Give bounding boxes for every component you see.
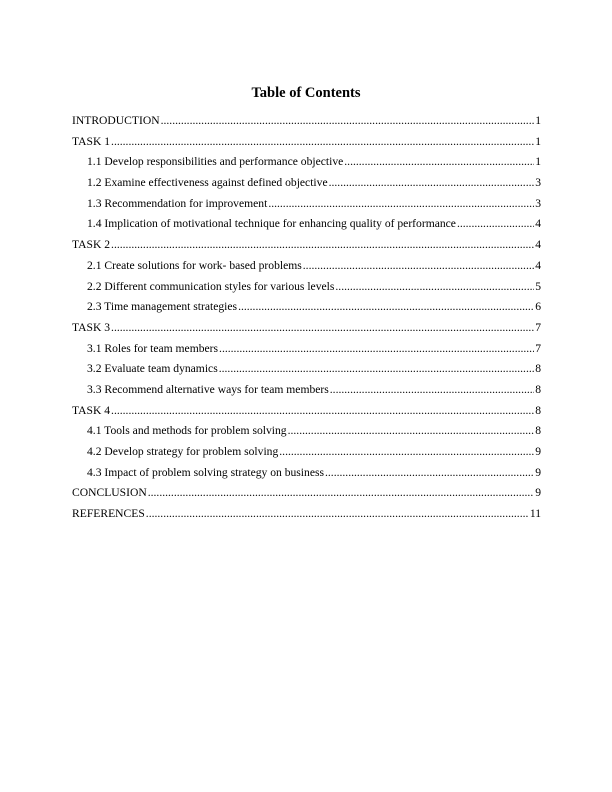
toc-page-number: 8 xyxy=(535,424,541,438)
toc-page-number: 6 xyxy=(535,300,541,314)
toc-page-number: 3 xyxy=(535,176,541,190)
toc-list xyxy=(72,111,541,525)
toc-entry-3-1[interactable] xyxy=(72,339,541,360)
toc-entry-2-2[interactable] xyxy=(72,277,541,298)
toc-entry-text: 2.3 Time management strategies xyxy=(87,300,238,314)
toc-dot-leader xyxy=(303,256,534,277)
toc-entry-text: 4.1 Tools and methods for problem solving xyxy=(87,424,287,438)
toc-dot-leader xyxy=(161,111,535,132)
toc-dot-leader xyxy=(329,173,535,194)
toc-page-number: 8 xyxy=(535,382,541,396)
toc-entry-text: 4.2 Develop strategy for problem solving xyxy=(87,445,279,458)
toc-dot-leader xyxy=(111,318,534,339)
toc-page-number: 9 xyxy=(535,445,541,458)
toc-entry-2-3[interactable] xyxy=(72,297,541,318)
toc-page-number: 8 xyxy=(535,362,541,376)
toc-dot-leader xyxy=(219,339,534,360)
toc-dot-leader xyxy=(288,421,535,442)
toc-entry-task-4[interactable] xyxy=(72,401,541,422)
toc-entry-task-3[interactable] xyxy=(72,318,541,339)
toc-entry-references[interactable] xyxy=(72,504,541,525)
toc-entry-text: 3.1 Roles for team members xyxy=(87,341,219,355)
toc-entry-text: TASK 2 xyxy=(72,238,111,252)
toc-entry-text: 4.3 Impact of problem solving strategy on business xyxy=(87,465,324,479)
toc-page-number: 1 xyxy=(535,114,541,127)
toc-entry-4-2[interactable] xyxy=(72,442,541,463)
toc-dot-leader xyxy=(111,401,534,422)
toc-entry-3-2[interactable] xyxy=(72,359,541,380)
toc-page-number: 8 xyxy=(535,403,541,417)
toc-page-number: 1 xyxy=(535,155,541,169)
toc-entry-text: 1.2 Examine effectiveness against defined objective xyxy=(87,176,328,190)
toc-dot-leader xyxy=(330,380,534,401)
toc-entry-text: 2.2 Different communication styles for various levels xyxy=(87,279,335,293)
toc-entry-text: 1.3 Recommendation for improvement xyxy=(87,196,268,210)
toc-entry-text: 3.2 Evaluate team dynamics xyxy=(87,362,218,376)
toc-entry-2-1[interactable] xyxy=(72,256,541,277)
toc-page-number: 9 xyxy=(535,465,541,479)
toc-dot-leader xyxy=(146,504,529,525)
toc-dot-leader xyxy=(335,277,534,298)
toc-dot-leader xyxy=(148,483,534,504)
toc-dot-leader xyxy=(344,152,534,173)
toc-dot-leader xyxy=(111,132,534,153)
toc-entry-text: 1.4 Implication of motivational technique for enhancing quality of performance xyxy=(87,217,456,231)
toc-page-number: 4 xyxy=(535,258,541,272)
toc-dot-leader xyxy=(219,359,534,380)
toc-entry-1-2[interactable] xyxy=(72,173,541,194)
toc-entry-text: TASK 1 xyxy=(72,134,111,148)
toc-entry-1-1[interactable] xyxy=(72,152,541,173)
toc-entry-text: REFERENCES xyxy=(72,507,145,521)
toc-entry-1-4[interactable] xyxy=(72,214,541,235)
toc-dot-leader xyxy=(238,297,534,318)
toc-entry-4-3[interactable] xyxy=(72,463,541,484)
toc-dot-leader xyxy=(268,194,534,215)
toc-page-number: 3 xyxy=(535,196,541,210)
toc-entry-text: TASK 3 xyxy=(72,320,111,334)
toc-entry-3-3[interactable] xyxy=(72,380,541,401)
toc-entry-1-3[interactable] xyxy=(72,194,541,215)
toc-dot-leader xyxy=(279,442,534,463)
toc-page-number: 9 xyxy=(535,486,541,500)
toc-title: Table of Contents xyxy=(251,85,361,101)
toc-entry-text: TASK 4 xyxy=(72,403,111,417)
toc-entry-task-1[interactable] xyxy=(72,132,541,153)
toc-dot-leader xyxy=(111,235,534,256)
toc-entry-text: INTRODUCTION xyxy=(72,114,160,127)
toc-page-number: 1 xyxy=(535,134,541,148)
toc-entry-task-2[interactable] xyxy=(72,235,541,256)
toc-page-number: 4 xyxy=(535,217,541,231)
toc-entry-conclusion[interactable] xyxy=(72,483,541,504)
toc-dot-leader xyxy=(325,463,534,484)
toc-entry-4-1[interactable] xyxy=(72,421,541,442)
toc-entry-text: 3.3 Recommend alternative ways for team members xyxy=(87,382,329,396)
toc-entry-introduction[interactable] xyxy=(72,111,541,132)
toc-page-number: 7 xyxy=(535,320,541,334)
toc-entry-text: 1.1 Develop responsibilities and performance objective xyxy=(87,155,344,169)
toc-page-number: 11 xyxy=(529,507,541,521)
toc-page-number: 4 xyxy=(535,238,541,252)
toc-entry-text: CONCLUSION xyxy=(72,486,147,500)
toc-dot-leader xyxy=(457,214,534,235)
toc-page-number: 7 xyxy=(535,341,541,355)
toc-entry-text: 2.1 Create solutions for work- based problems xyxy=(87,258,302,272)
toc-page-number: 5 xyxy=(535,279,541,293)
